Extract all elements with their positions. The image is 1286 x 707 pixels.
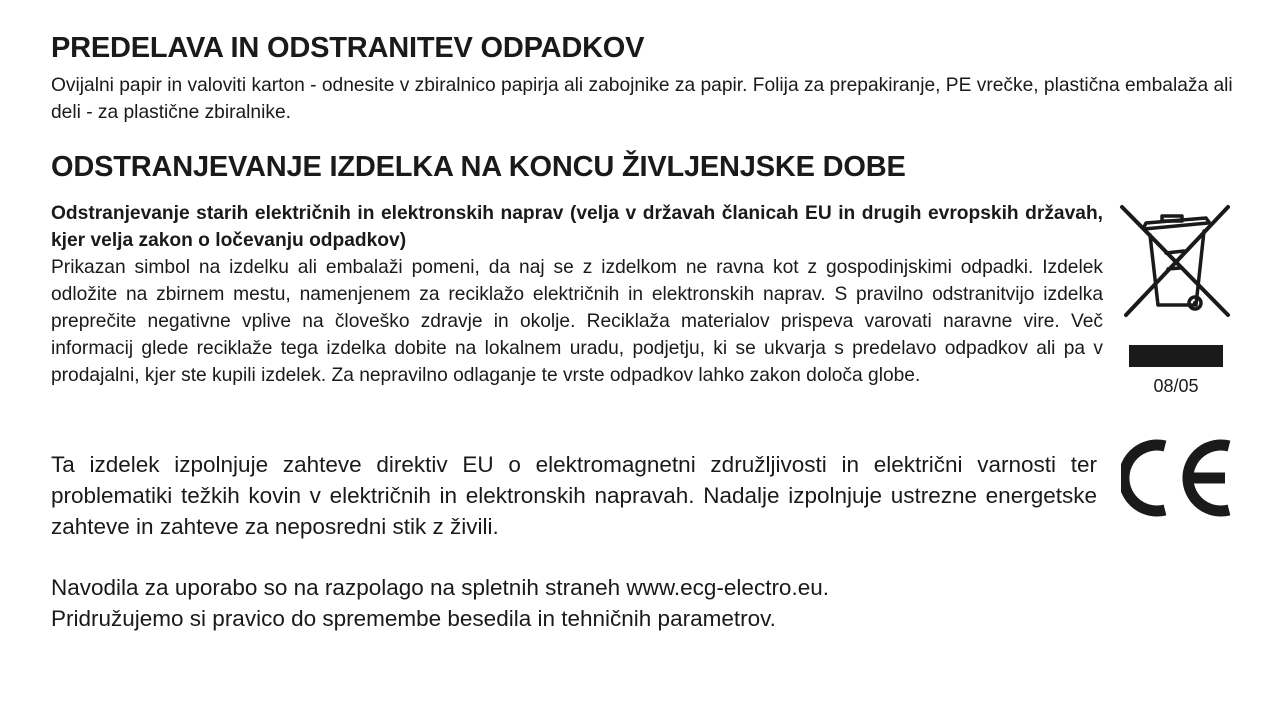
- ce-mark-icon: [1121, 437, 1235, 519]
- weee-date: 08/05: [1153, 376, 1199, 396]
- weee-subtitle: Odstranjevanje starih električnih in elektronskih naprav (velja v državah članicah EU in drugih evropskih državah, kjer velja zakon o ločevanju odpadkov): [51, 203, 1103, 251]
- heading-waste-processing: PREDELAVA IN ODSTRANITEV ODPADKOV: [51, 32, 645, 64]
- manual-availability-text: Navodila za uporabo so na razpolago na spletnih straneh www.ecg-electro.eu.: [51, 575, 829, 600]
- heading-end-of-life-disposal: ODSTRANJEVANJE IZDELKA NA KONCU ŽIVLJENJSKE DOBE: [51, 151, 906, 183]
- rights-reserved-text: Pridružujemo si pravico do spremembe besedila in tehničnih parametrov.: [51, 606, 776, 631]
- packaging-disposal-text: Ovijalni papir in valoviti karton - odnesite v zbiralnico papirja ali zabojnike za papir. Folija za prepakiranje, PE vrečke, plastična embalaža ali deli - za plastične zbiralnike.: [51, 75, 1233, 123]
- footer-notes: [51, 572, 1151, 634]
- weee-text: Prikazan simbol na izdelku ali embalaži pomeni, da naj se z izdelkom ne ravna kot z gospodinjskimi odpadki. Izdelek odložite na zbirnem mestu, namenjenem za reciklažo električnih in elektronskih naprav. S pravilno odstranitvijo izdelka preprečite negativne vplive na človeško zdravje in okolje. Reciklaža materialov prispeva varovati naravne vire. Več informacij glede reciklaže tega izdelka dobite na lokalnem uradu, podjetju, ki se ukvarja s predelavo odpadkov ali pa v prodajalni, kjer ste kupili izdelek. Za nepravilno odlaganje te vrste odpadkov lahko zakon določa globe.: [51, 257, 1103, 386]
- crossed-out-wheelie-bin-icon: [1118, 203, 1234, 323]
- compliance-text: Ta izdelek izpolnjuje zahteve direktiv EU o elektromagnetni združljivosti in električni varnosti ter problematiki težkih kovin v električnih in elektronskih napravah. Nadalje izpolnjuje ustrezne energetske zahteve in zahteve za neposredni stik z živili.: [51, 452, 1097, 539]
- weee-bar: [1129, 345, 1223, 367]
- weee-paragraph: [51, 200, 1103, 389]
